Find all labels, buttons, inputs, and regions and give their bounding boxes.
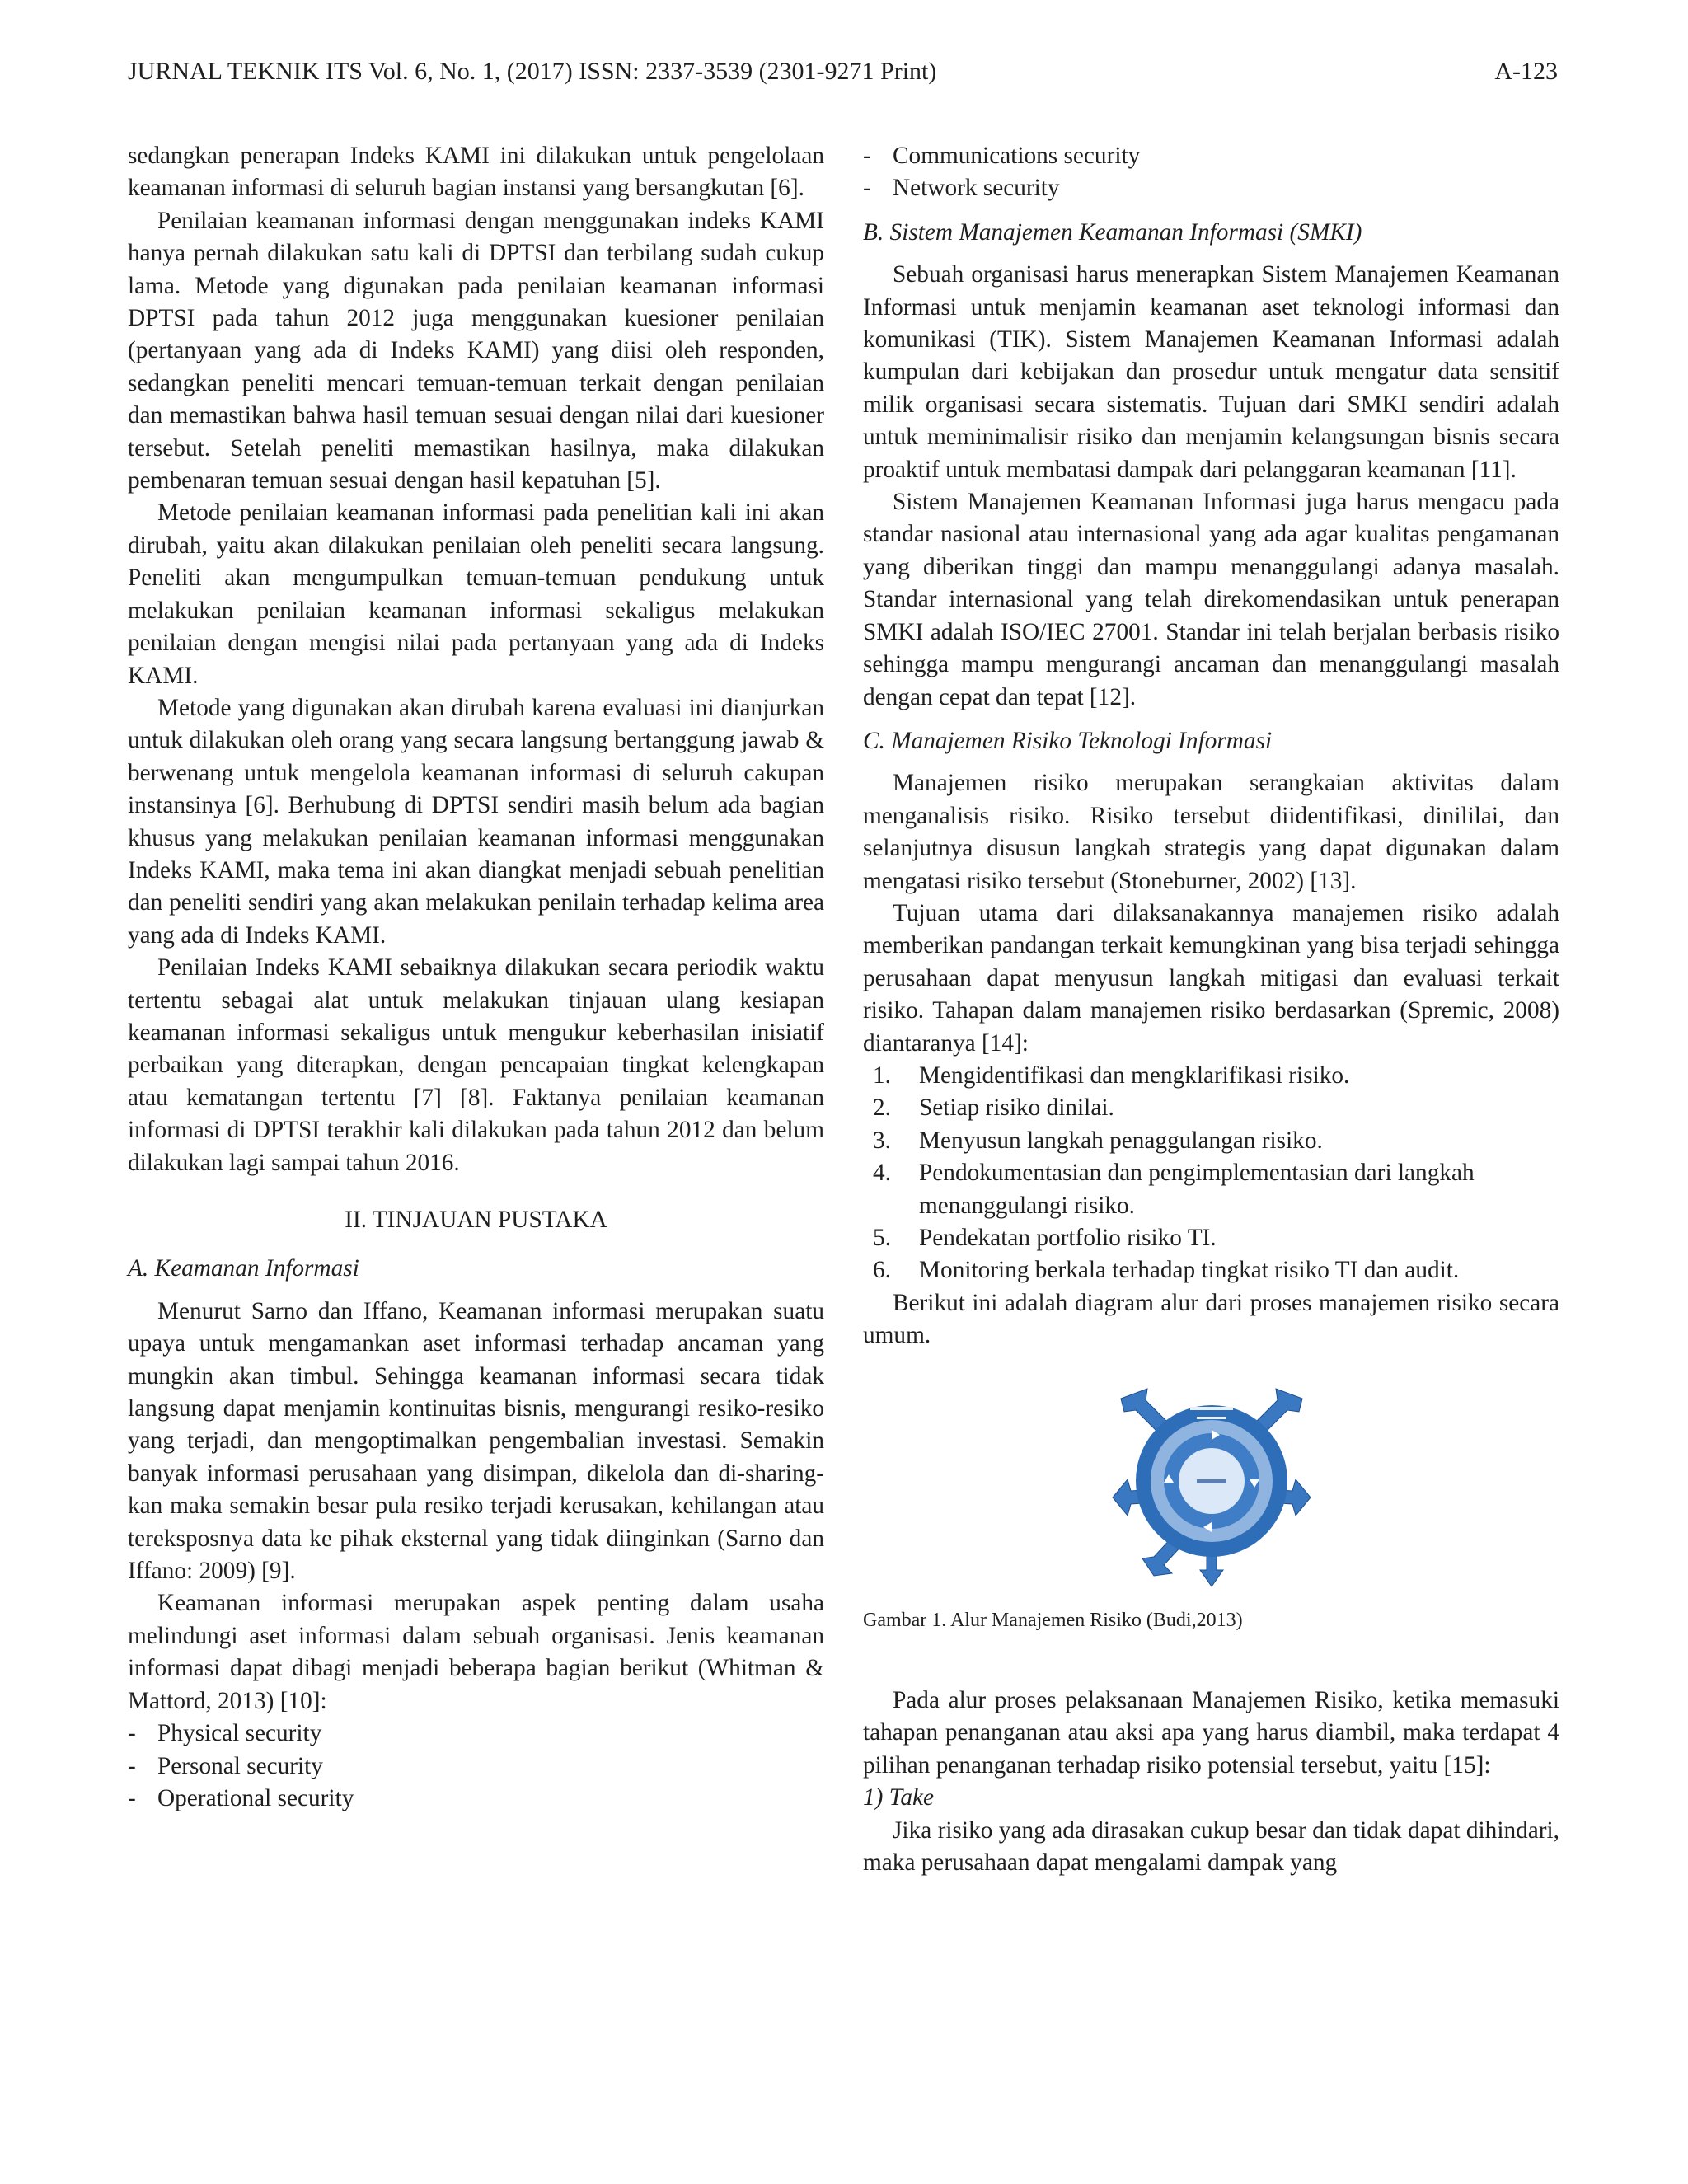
paragraph: Keamanan informasi merupakan aspek penting dalam usaha melindungi aset informasi dalam sebuah organisasi. Jenis keamanan informasi dapat dibagi menjadi beberapa bagian berikut (Whitman & Mattord, 2013) [10]: (128, 1590, 824, 1714)
list-item: - Communications security (863, 140, 1559, 172)
list-item (863, 1060, 1559, 1092)
right-column (863, 140, 1559, 1879)
page-number: A-123 (1494, 58, 1558, 85)
section-title: II. TINJAUAN PUSTAKA (345, 1207, 607, 1233)
paragraph: Jika risiko yang ada dirasakan cukup besar dan tidak dapat dihindari, maka perusahaan dapat mengalami dampak yang (863, 1816, 1559, 1877)
list-number: 3. (873, 1127, 891, 1154)
list-number: 2. (873, 1094, 891, 1122)
risk-cycle-diagram (1104, 1382, 1319, 1588)
list-number: 5. (873, 1225, 891, 1251)
paragraph: Sebuah organisasi harus menerapkan Sistem Manajemen Keamanan Informasi untuk menjamin keamanan aset teknologi informasi dan komunikasi (TIK). Sistem Manajemen Keamanan Informasi adalah kumpulan dari kebijakan dan prosedur untuk mengatur data sensitif milik organisasi secara sistematis. Tujuan dari SMKI sendiri adalah untuk meminimalisir risiko dan menjamin kelangsungan bisnis secara proaktif untuk membatasi dampak dari pelanggaran keamanan [11]. (863, 261, 1559, 483)
paragraph: Sistem Manajemen Keamanan Informasi juga harus mengacu pada standar nasional atau internasional yang ada agar kualitas pengamanan yang diberikan tinggi dan mampu menanggulangi adanya masalah. Standar internasional yang telah direkomendasikan untuk penerapan SMKI adalah ISO/IEC 27001. Standar ini telah berjalan berbasis risiko sehingga mampu mengurangi ancaman dan menanggulangi masalah dengan cepat dan tepat [12]. (863, 489, 1559, 710)
paragraph: Metode yang digunakan akan dirubah karena evaluasi ini dianjurkan untuk dilakukan oleh orang yang secara langsung bertanggung jawab & berwenang untuk mengelola keamanan informasi di seluruh cakupan instansinya [6]. Berhubung di DPTSI sendiri masih belum ada bagian khusus yang melakukan penilaian keamanan informasi menggunakan Indeks KAMI, maka tema ini akan diangkat menjadi sebuah penelitian dan peneliti sendiri yang akan melakukan penilain terhadap kelima area yang ada di Indeks KAMI. (128, 694, 824, 949)
page-header (128, 58, 1558, 91)
list-number: 4. (873, 1160, 891, 1187)
list-item-text: Menyusun langkah penaggulangan risiko. (919, 1127, 1323, 1154)
list-item: - Network security (863, 172, 1559, 204)
security-types-list (128, 1718, 824, 1815)
subsection-title: B. Sistem Manajemen Keamanan Informasi (SMKI) (863, 218, 1362, 246)
figure-caption: Gambar 1. Alur Manajemen Risiko (Budi,2013) (863, 1609, 1243, 1631)
list-item (863, 1222, 1559, 1254)
list-item-text: Setiap risiko dinilai. (919, 1094, 1114, 1122)
list-item: - Personal security (128, 1750, 824, 1783)
center-label-mark (1197, 1479, 1226, 1483)
list-number: 1. (873, 1062, 891, 1089)
list-item: - Operational security (128, 1783, 824, 1815)
subsection-title: A. Keamanan Informasi (128, 1255, 359, 1282)
list-item-text: Pendokumentasian dan pengimplementasian dari langkah menanggulangi risiko. (919, 1160, 1475, 1219)
paragraph: sedangkan penerapan Indeks KAMI ini dilakukan untuk pengelolaan keamanan informasi di seluruh bagian instansi yang bersangkutan [6]. (128, 143, 824, 202)
risk-steps-list (863, 1060, 1559, 1287)
journal-title: JURNAL TEKNIK ITS Vol. 6, No. 1, (2017) ISSN: 2337-3539 (2301-9271 Print) (128, 58, 937, 85)
paragraph: Tujuan utama dari dilaksanakannya manajemen risiko adalah memberikan pandangan terkait kemungkinan yang bisa terjadi sehingga perusahaan dapat menyusun langkah mitigasi dan evaluasi terkait risiko. Tahapan dalam manajemen risiko berdasarkan (Spremic, 2008) diantaranya [14]: (863, 899, 1559, 1057)
list-item: - Physical security (128, 1718, 824, 1750)
top-label-mark (1190, 1407, 1233, 1410)
list-item (863, 1254, 1559, 1286)
paragraph: Pada alur proses pelaksanaan Manajemen Risiko, ketika memasuki tahapan penanganan atau aksi apa yang harus diambil, maka terdapat 4 pilihan penanganan terhadap risiko potensial tersebut, yaitu [15]: (863, 1687, 1559, 1779)
risk-management-figure (863, 1382, 1559, 1637)
left-column (128, 140, 824, 1815)
paragraph: Menurut Sarno dan Iffano, Keamanan informasi merupakan suatu upaya untuk mengamankan aset informasi terhadap ancaman yang mungkin akan timbul. Sehingga keamanan informasi secara tidak langsung dapat menjamin kontinuitas bisnis, mengurangi resiko-resiko yang terjadi, dan mengoptimalkan pengembalian investasi. Semakin banyak informasi perusahaan yang disimpan, dikelola dan di-sharing-kan maka semakin besar pula resiko terjadi kerusakan, kehilangan atau tereksposnya data ke pihak eksternal yang tidak diinginkan (Sarno dan Iffano: 2009) [9]. (128, 1297, 824, 1585)
paragraph: Manajemen risiko merupakan serangkaian aktivitas dalam menganalisis risiko. Risiko tersebut diidentifikasi, dinililai, dan selanjutnya disusun langkah strategis yang dapat digunakan dalam mengatasi risiko tersebut (Stoneburner, 2002) [13]. (863, 770, 1559, 894)
security-types-list-continued (863, 140, 1559, 205)
list-item (863, 1125, 1559, 1157)
paragraph: Penilaian keamanan informasi dengan menggunakan indeks KAMI hanya pernah dilakukan satu kali di DPTSI dan terbilang sudah cukup lama. Metode yang digunakan pada penilaian keamanan informasi DPTSI pada tahun 2012 juga menggunakan kuesioner penilaian (pertanyaan yang ada di Indeks KAMI) yang diisi oleh responden, sedangkan peneliti mencari temuan-temuan terkait dengan penilaian dan memastikan bahwa hasil temuan sesuai dengan nilai dari kuesioner tersebut. Setelah peneliti memastikan hasilnya, maka dilakukan pembenaran temuan sesuai dengan hasil kepatuhan [5]. (128, 207, 824, 494)
list-item (863, 1157, 1559, 1222)
list-item-text: Monitoring berkala terhadap tingkat risiko TI dan audit. (919, 1257, 1460, 1284)
list-item-text: Mengidentifikasi dan mengklarifikasi risiko. (919, 1062, 1350, 1089)
numbered-heading: 1) Take (863, 1784, 934, 1811)
list-number: 6. (873, 1257, 891, 1284)
list-item-text: Pendekatan portfolio risiko TI. (919, 1225, 1217, 1251)
paragraph: Penilaian Indeks KAMI sebaiknya dilakukan secara periodik waktu tertentu sebagai alat untuk melakukan tinjauan ulang kesiapan keamanan informasi sekaligus untuk mengukur keberhasilan inisiatif perbaikan yang diterapkan, dengan pencapaian tingkat kelengkapan atau kematangan tertentu [7] [8]. Faktanya penilaian keamanan informasi di DPTSI terakhir kali dilakukan pada tahun 2012 dan belum dilakukan lagi sampai tahun 2016. (128, 954, 824, 1176)
top-label-mark (1197, 1417, 1226, 1419)
paragraph: Berikut ini adalah diagram alur dari proses manajemen risiko secara umum. (863, 1289, 1559, 1349)
list-item (863, 1092, 1559, 1124)
subsection-title: C. Manajemen Risiko Teknologi Informasi (863, 727, 1273, 754)
paragraph: Metode penilaian keamanan informasi pada penelitian kali ini akan dirubah, yaitu akan dilakukan penilaian oleh peneliti secara langsung. Peneliti akan mengumpulkan temuan-temuan pendukung untuk melakukan penilaian keamanan informasi sekaligus melakukan penilaian dengan mengisi nilai pada pertanyaan yang ada di Indeks KAMI. (128, 499, 824, 689)
